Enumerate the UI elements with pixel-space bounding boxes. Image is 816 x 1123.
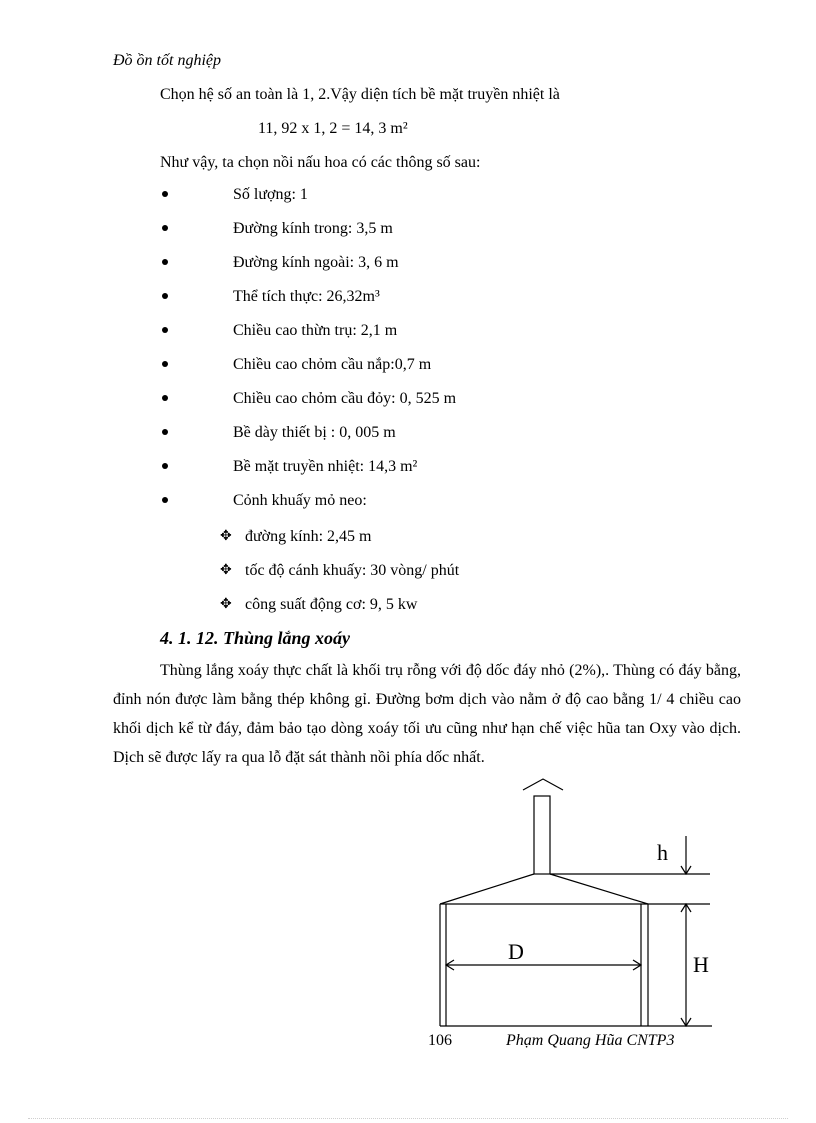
H-dimension <box>681 904 691 1026</box>
D-label: D <box>508 939 524 964</box>
intro-formula: 11, 92 x 1, 2 = 14, 3 m² <box>258 120 408 137</box>
list-item-label: Bề mặt truyền nhiệt: 14,3 m² <box>233 458 418 475</box>
list-item-label: đường kính: 2,45 m <box>245 528 372 545</box>
h-label: h <box>657 840 668 865</box>
list-item-label: Đường kính ngoài: 3, 6 m <box>233 254 399 271</box>
list-item-label: Thể tích thực: 26,32m³ <box>233 288 380 305</box>
page-footer <box>428 1032 674 1050</box>
list-item-label: Đường kính trong: 3,5 m <box>233 220 393 237</box>
page-bottom-divider <box>28 1118 788 1119</box>
list-item-label: Chiều cao chỏm cầu nắp:0,7 m <box>233 356 432 373</box>
list-item-label: Số lượng: 1 <box>233 186 308 203</box>
list-item-label: Chiều cao thừn trụ: 2,1 m <box>233 322 398 339</box>
diamond-bullet-icon: ✥ <box>220 529 232 544</box>
diamond-bullet-icon: ✥ <box>220 597 232 612</box>
intro-line-1: Chọn hệ số an toàn là 1, 2.Vậy diện tích bề mặt truyền nhiệt là <box>160 86 560 103</box>
vent-pipe <box>534 796 550 874</box>
list-item-label: Chiều cao chỏm cầu đỏy: 0, 525 m <box>233 390 457 407</box>
intro-line-3: Như vậy, ta chọn nồi nấu hoa có các thông số sau: <box>160 154 481 171</box>
cone-roof <box>440 874 648 904</box>
D-dimension <box>446 960 641 970</box>
list-item-label: Bề dày thiết bị : 0, 005 m <box>233 424 396 441</box>
list-item-label: tốc độ cánh khuấy: 30 vòng/ phút <box>245 562 460 579</box>
list-item-label: Cỏnh khuấy mỏ neo: <box>233 492 367 509</box>
section-heading: 4. 1. 12. Thùng lắng xoáy <box>160 628 351 648</box>
list-item-label: công suất động cơ: 9, 5 kw <box>245 596 418 613</box>
H-label: H <box>693 952 709 977</box>
h-arrow <box>681 836 691 874</box>
page-header: Đồ ồn tốt nghiệp <box>113 52 221 69</box>
page-number: 106 <box>428 1032 452 1049</box>
vent-cap <box>523 779 563 790</box>
diamond-bullet-icon: ✥ <box>220 563 232 578</box>
footer-author: Phạm Quang Hũa CNTP3 <box>506 1032 675 1049</box>
section-paragraph: Thùng lắng xoáy thực chất là khối trụ rỗng với độ dốc đáy nhỏ (2%),. Thùng có đáy bằng, đỉnh nón được làm bằng thép không gỉ. Đường bơm dịch vào nằm ở độ cao bằng 1/ 4 chiều cao khối dịch kể từ đáy, đảm bảo tạo dòng xoáy tối ưu cũng như hạn chế việc hũa tan Oxy vào dịch. Dịch sẽ được lấy ra qua lỗ đặt sát thành nồi phía dốc nhất. <box>113 662 741 766</box>
